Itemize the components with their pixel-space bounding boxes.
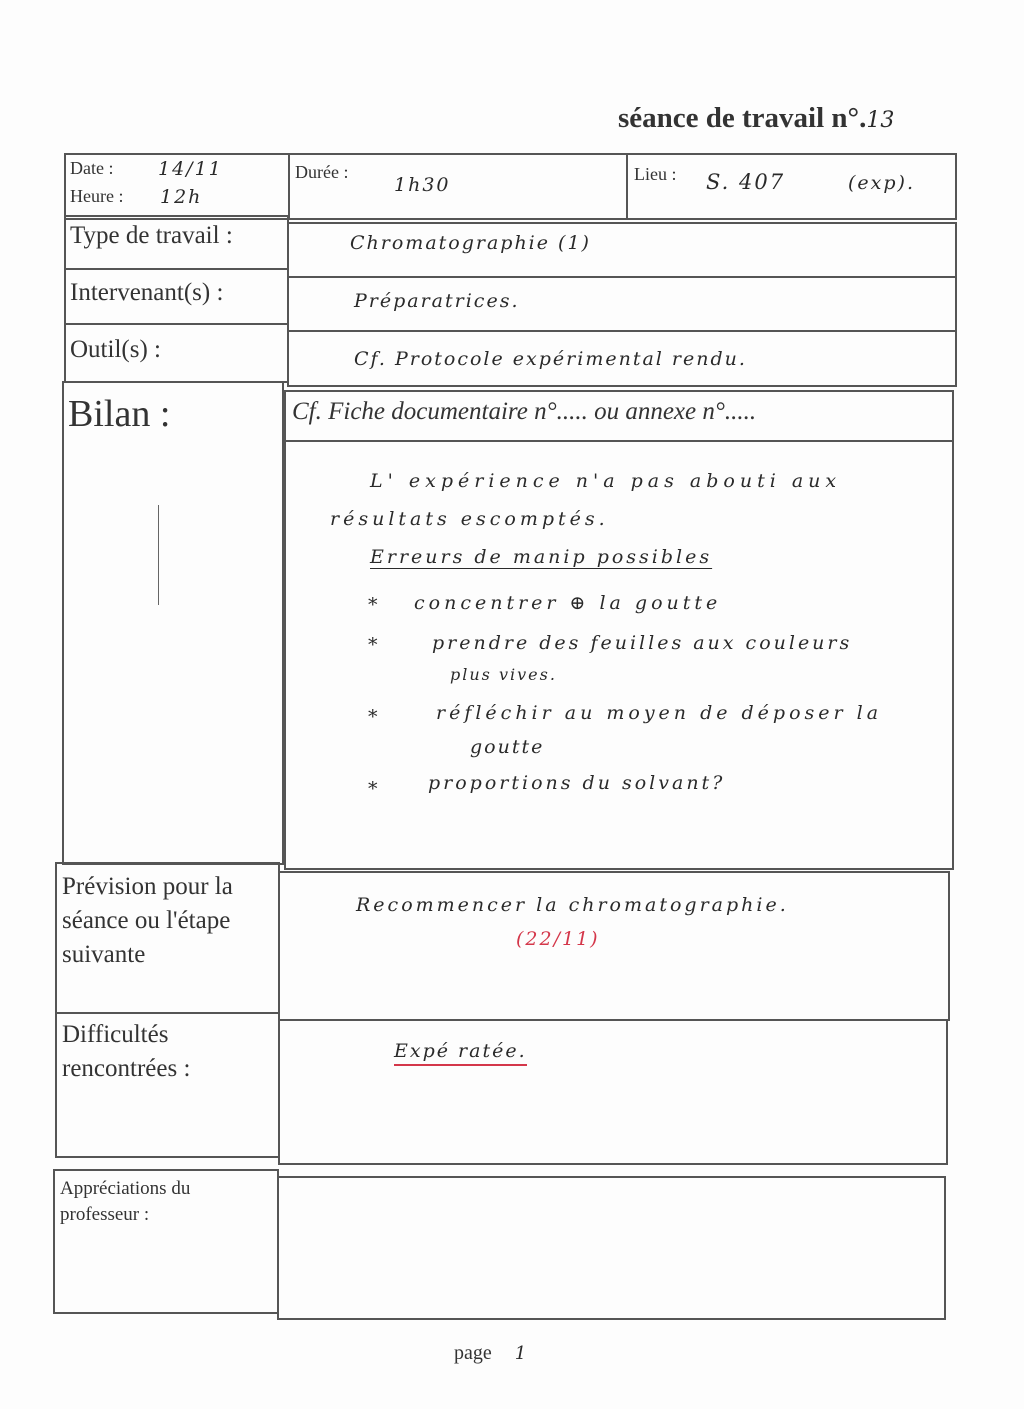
bullet-mark: * — [368, 778, 380, 800]
appreciations-label: Appréciations du professeur : — [60, 1178, 191, 1225]
type-value: Chromatographie (1) — [350, 232, 591, 254]
intervenants-label: Intervenant(s) : — [70, 279, 224, 306]
duree-value: 1h30 — [394, 174, 451, 196]
bullet-mark: * — [368, 634, 380, 656]
difficultes-value-cell — [278, 1019, 948, 1165]
heure-value: 12h — [160, 186, 203, 208]
difficultes-label: Difficultés rencontrées : — [62, 1021, 191, 1082]
lieu-label: Lieu : — [634, 164, 677, 184]
bullet-1: concentrer ⊕ la goutte — [414, 592, 722, 614]
prevision-label: Prévision pour la séance ou l'étape suivante — [62, 873, 233, 968]
outils-value: Cf. Protocole expérimental rendu. — [354, 348, 747, 370]
appreciations-value-cell — [277, 1176, 946, 1320]
bilan-label-cell — [62, 381, 284, 865]
duree-label: Durée : — [295, 162, 349, 182]
page-footer — [454, 1342, 528, 1365]
heure-label: Heure : — [70, 186, 124, 206]
bullet-3a: réfléchir au moyen de déposer la — [436, 702, 883, 724]
bilan-label: Bilan : — [68, 393, 171, 435]
bullet-mark: * — [368, 706, 380, 728]
difficultes-value: Expé ratée. — [394, 1040, 527, 1066]
bullet-2b: plus vives. — [450, 665, 557, 684]
page-title — [618, 102, 894, 135]
prevision-date: (22/11) — [516, 928, 600, 950]
lieu-value: S. 407 — [706, 170, 786, 194]
type-label: Type de travail : — [70, 222, 233, 249]
lieu-note: (exp). — [848, 172, 915, 194]
bilan-line-2: résultats escomptés. — [330, 508, 609, 530]
session-number: 13 — [866, 108, 895, 133]
bullet-4: proportions du solvant? — [428, 772, 726, 794]
bullet-2a: prendre des feuilles aux couleurs — [432, 632, 853, 654]
title-text: séance de travail n°. — [618, 102, 867, 134]
date-label: Date : — [70, 158, 114, 178]
outils-label: Outil(s) : — [70, 336, 161, 363]
bullet-3b: goutte — [470, 736, 545, 758]
page-number: 1 — [514, 1343, 529, 1364]
date-value: 14/11 — [158, 158, 223, 180]
prevision-value: Recommencer la chromatographie. — [356, 894, 789, 916]
bilan-cf-line: Cf. Fiche documentaire n°..... ou annexe n°..... — [292, 398, 757, 425]
page-label: page — [454, 1342, 492, 1364]
divider — [626, 153, 628, 220]
divider — [288, 153, 290, 220]
pen-mark — [158, 505, 159, 605]
bilan-line-1: L' expérience n'a pas abouti aux — [370, 470, 842, 492]
bilan-content-cell — [284, 440, 954, 870]
bullet-mark: * — [368, 594, 380, 616]
bilan-heading: Erreurs de manip possibles — [370, 546, 713, 568]
intervenants-value: Préparatrices. — [354, 290, 520, 312]
